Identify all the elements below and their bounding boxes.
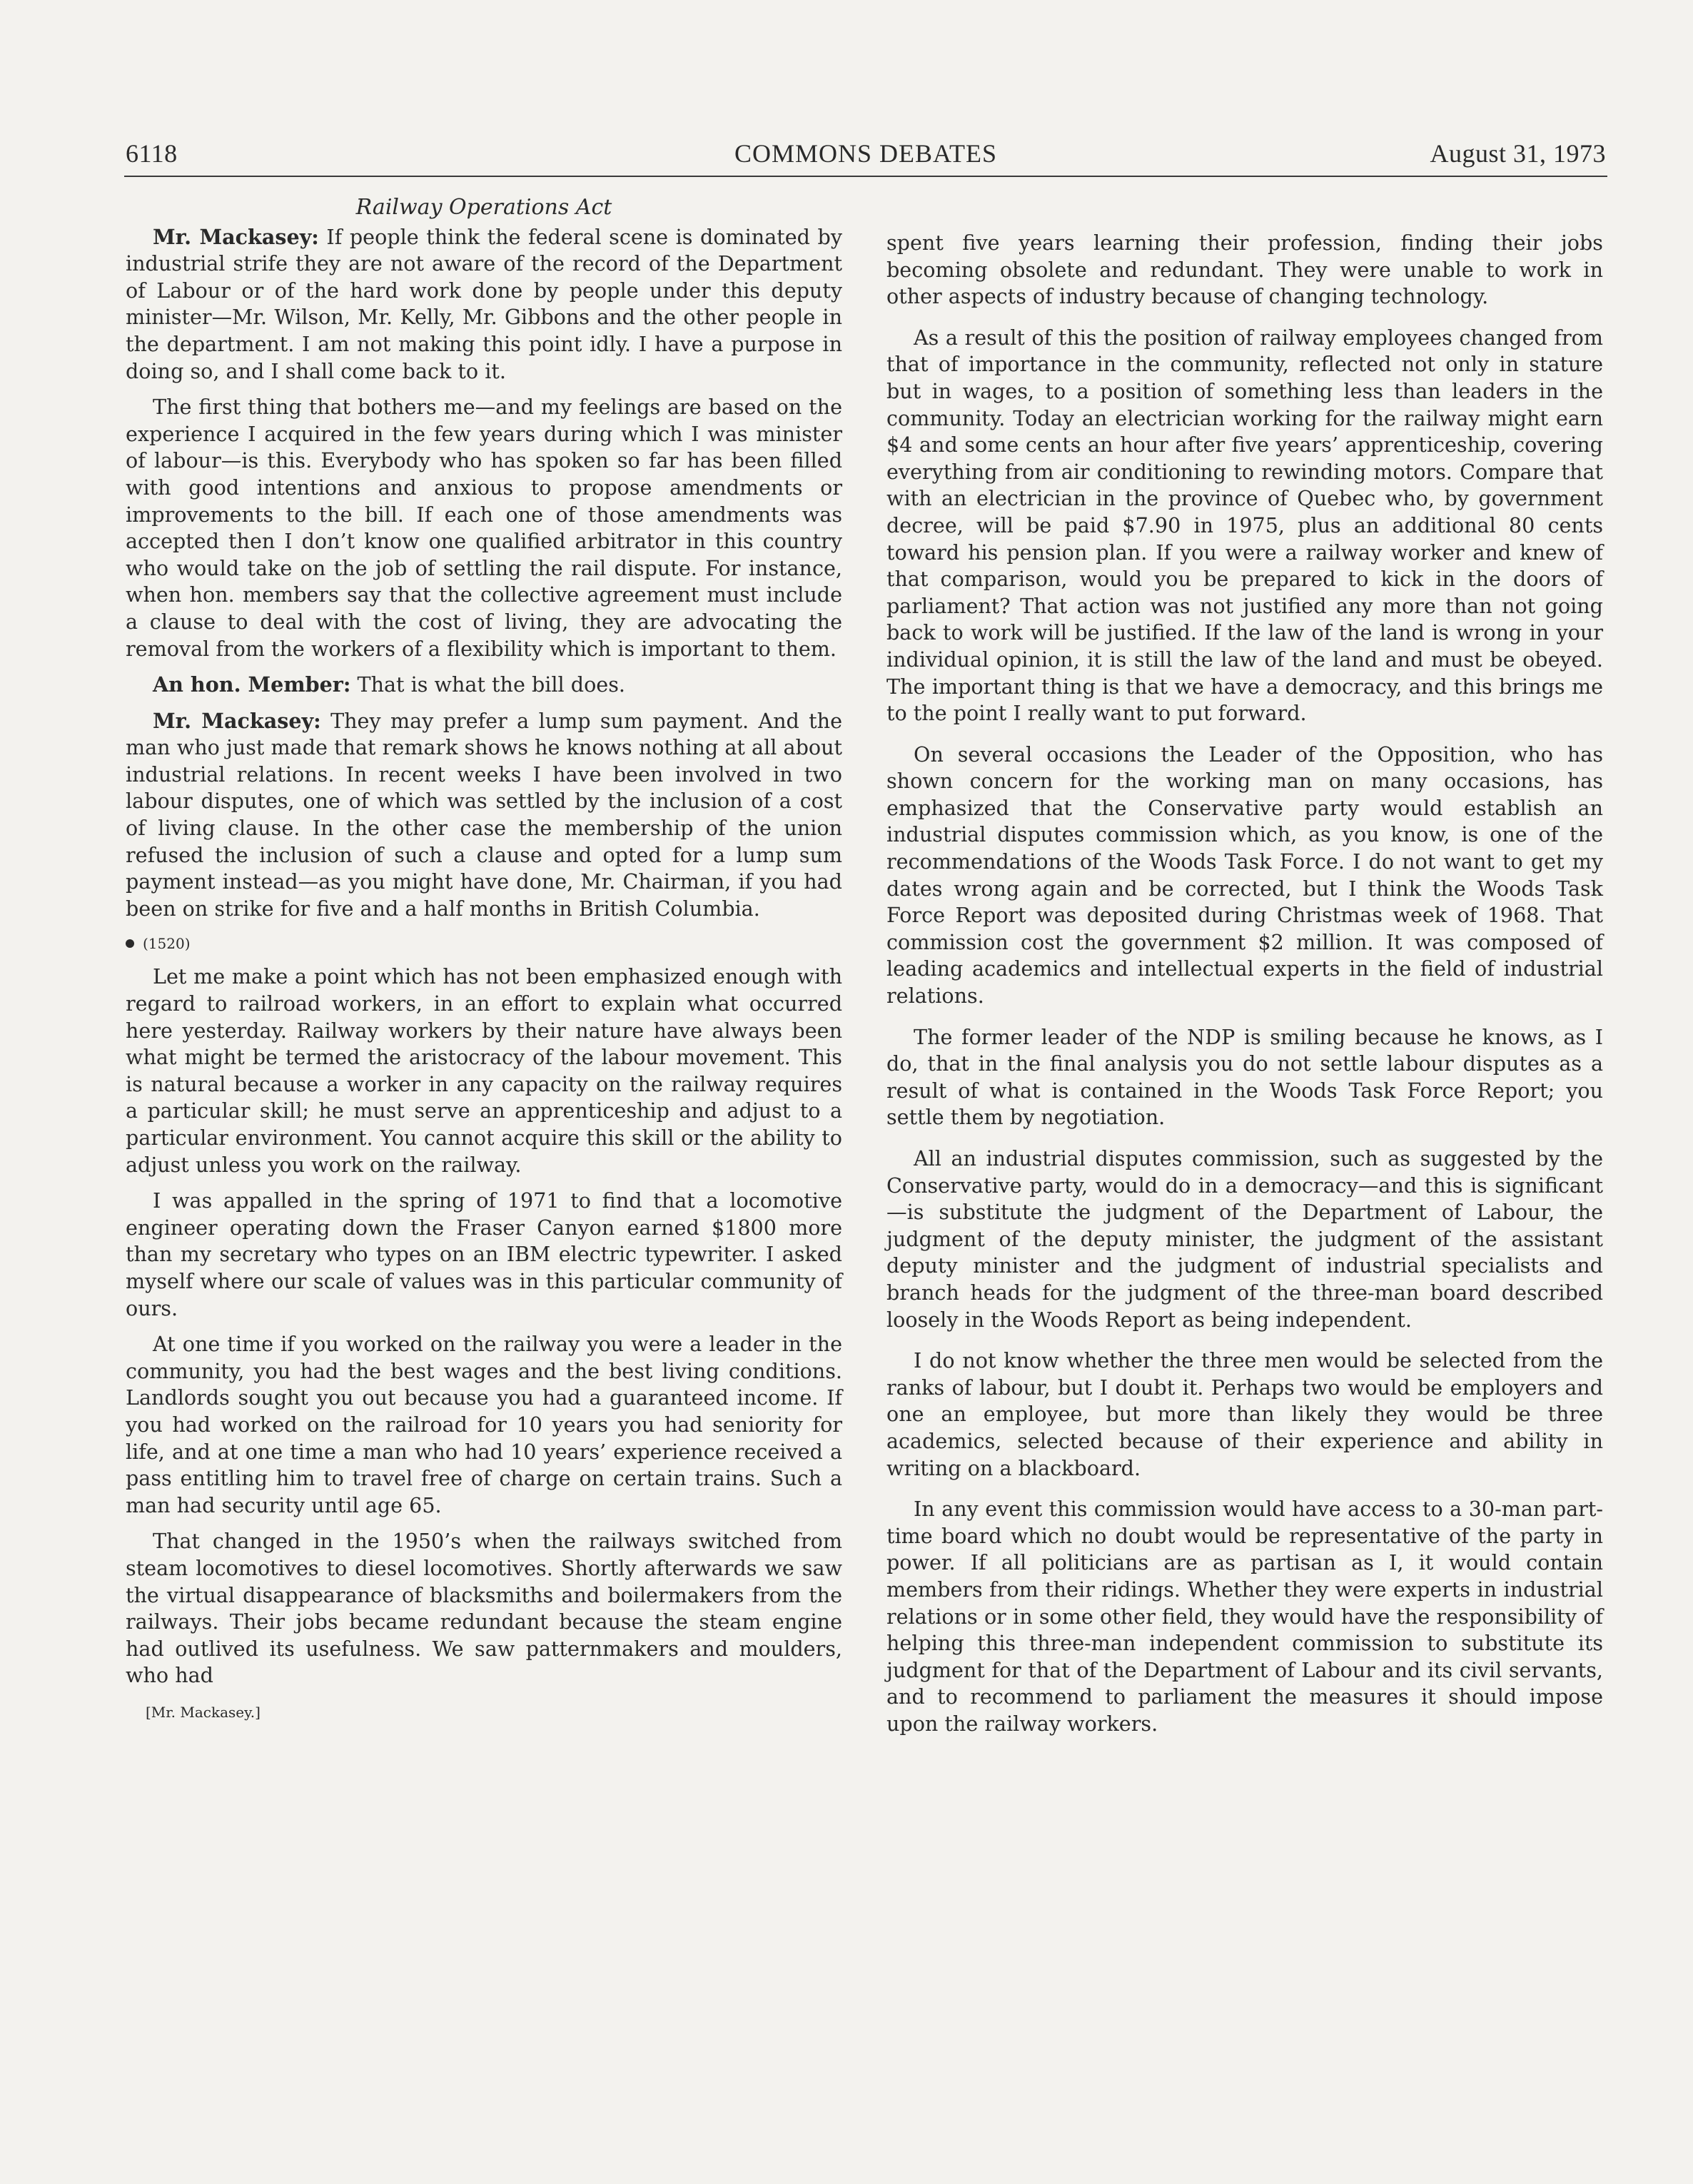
paragraph: The first thing that bothers me—and my feelings are based on the experience I acquired in the few years during which I was minister of labour—is this. Everybody who has spoken so far has been filled with good intentions and anxious to propose amendments or improvements to the bill. If each one of those amendments was accepted then I don’t know one qualified arbitrator in this country who would take on the job of settling the rail dispute. For instance, when hon. members say that the collective agreement must include a clause to deal with the cost of living, they are advocating the removal from the workers of a flexibility which is important to them. (126, 395, 842, 661)
paragraph: All an industrial disputes commission, such as suggested by the Conservative party, would do in a democracy—and this is significant—is substitute the judgment of the Department of Labour, the judgment of the deputy minister, the judgment of the assistant deputy minister and the judgment of industrial specialists and branch heads for the judgment of the three-man board described loosely in the Woods Report as being independent. (886, 1146, 1603, 1332)
paragraph: I do not know whether the three men would be selected from the ranks of labour, but I doubt it. Perhaps two would be employers and one an employee, but more than likely they would be three academics, selected because of their experience and ability in writing on a blackboard. (886, 1348, 1603, 1480)
left-column (126, 194, 842, 1730)
speech-text: If people think the federal scene is dominated by industrial strife they are not aware of the record of the Department of Labour or of the hard work done by people under this deputy minister—Mr. Wilson, Mr. Kelly, Mr. Gibbons and the other people in the department. I am not making this point idly. I have a purpose in doing so, and I shall come back to it. (126, 224, 843, 383)
paragraph: On several occasions the Leader of the Opposition, who has shown concern for the working man on many occasions, has emphasized that the Conservative party would establish an industrial disputes commission which, as you know, is one of the recommendations of the Woods Task Force. I do not want to get my dates wrong again and be corrected, but I think the Woods Task Force Report was deposited during Christmas week of 1968. That commission cost the government $2 million. It was composed of leading academics and intellectual experts in the field of industrial relations. (886, 742, 1603, 1008)
time-marker-text: (1520) (143, 935, 191, 953)
paragraph: In any event this commission would have access to a 30-man part-time board which no doubt would be representative of the party in power. If all politicians are as partisan as I, it would contain members from their ridings. Whether they were experts in industrial relations or in some other field, they would have the responsibility of helping this three-man independent commission to substitute its judgment for that of the Department of Labour and its civil servants, and to recommend to parliament the measures it should impose upon the railway workers. (886, 1497, 1603, 1736)
page-number: 6118 (126, 139, 178, 168)
bullet-icon (126, 939, 134, 948)
speaker-name: Mr. Mackasey: (153, 224, 319, 249)
paragraph: At one time if you worked on the railway you were a leader in the community, you had the best wages and the best living conditions. Landlords sought you out because you had a guaranteed income. If you had worked on the railroad for 10 years you had seniority for life, and at one time a man who had 10 years’ experience received a pass entitling him to travel free of charge on certain trains. Such a man had security until age 65. (126, 1332, 842, 1517)
paragraph: Let me make a point which has not been emphasized enough with regard to railroad workers, in an effort to explain what occurred here yesterday. Railway workers by their nature have always been what might be termed the aristocracy of the labour movement. This is natural because a worker in any capacity on the railway requires a particular skill; he must serve an apprenticeship and adjust to a particular environment. You cannot acquire this skill or the ability to adjust unless you work on the railway. (126, 964, 842, 1177)
right-column (886, 230, 1603, 1751)
page-header (124, 136, 1607, 177)
publication-date: August 31, 1973 (1430, 139, 1606, 168)
paragraph (126, 224, 842, 385)
speaker-name: An hon. Member: (153, 672, 351, 697)
paragraph: That changed in the 1950’s when the railways switched from steam locomotives to diesel locomotives. Shortly afterwards we saw the virtual disappearance of blacksmiths and boilermakers from the railways. Their jobs became redundant because the steam engine had outlived its usefulness. We saw patternmakers and moulders, who had (126, 1529, 842, 1688)
speech-text: They may prefer a lump sum payment. And the man who just made that remark shows he knows nothing at all about industrial relations. In recent weeks I have been involved in two labour disputes, one of which was settled by the inclusion of a cost of living clause. In the other case the membership of the union refused the inclusion of such a clause and opted for a lump sum payment instead—as you might have done, Mr. Chairman, if you had been on strike for five and a half months in British Columbia. (126, 708, 842, 921)
section-title: Railway Operations Act (355, 195, 612, 220)
paragraph: The former leader of the NDP is smiling because he knows, as I do, that in the final analysis you do not settle labour disputes as a result of what is contained in the Woods Task Force Report; you settle them by negotiation. (886, 1024, 1603, 1130)
paragraph: As a result of this the position of railway employees changed from that of importance in the community, reflected not only in stature but in wages, to a position of something less than leaders in the community. Today an electrician working for the railway might earn $4 and some cents an hour after five years’ apprenticeship, covering everything from air conditioning to rewinding motors. Compare that with an electrician in the province of Quebec who, by government decree, will be paid $7.90 in 1975, plus an additional 80 cents toward his pension plan. If you were a railway worker and knew of that comparison, would you be prepared to kick in the doors of parliament? That action was not justified any more than not going back to work will be justified. If the law of the land is wrong in your individual opinion, it is still the law of the land and must be obeyed. The important thing is that we have a democracy, and this brings me to the point I really want to put forward. (886, 325, 1603, 726)
paragraph (126, 672, 842, 699)
time-marker (126, 935, 842, 952)
speaker-footer: [Mr. Mackasey.] (146, 1703, 261, 1721)
publication-title: COMMONS DEBATES (734, 139, 998, 168)
speech-text: That is what the bill does. (350, 672, 625, 697)
speaker-name: Mr. Mackasey: (153, 708, 321, 733)
paragraph (126, 708, 842, 923)
paragraph: spent five years learning their profession, finding their jobs becoming obsolete and redundant. They were unable to work in other aspects of industry because of changing technology. (886, 231, 1603, 309)
paragraph: I was appalled in the spring of 1971 to find that a locomotive engineer operating down the Fraser Canyon earned $1800 more than my secretary who types on an IBM electric typewriter. I asked myself where our scale of values was in this particular community of ours. (126, 1188, 842, 1320)
